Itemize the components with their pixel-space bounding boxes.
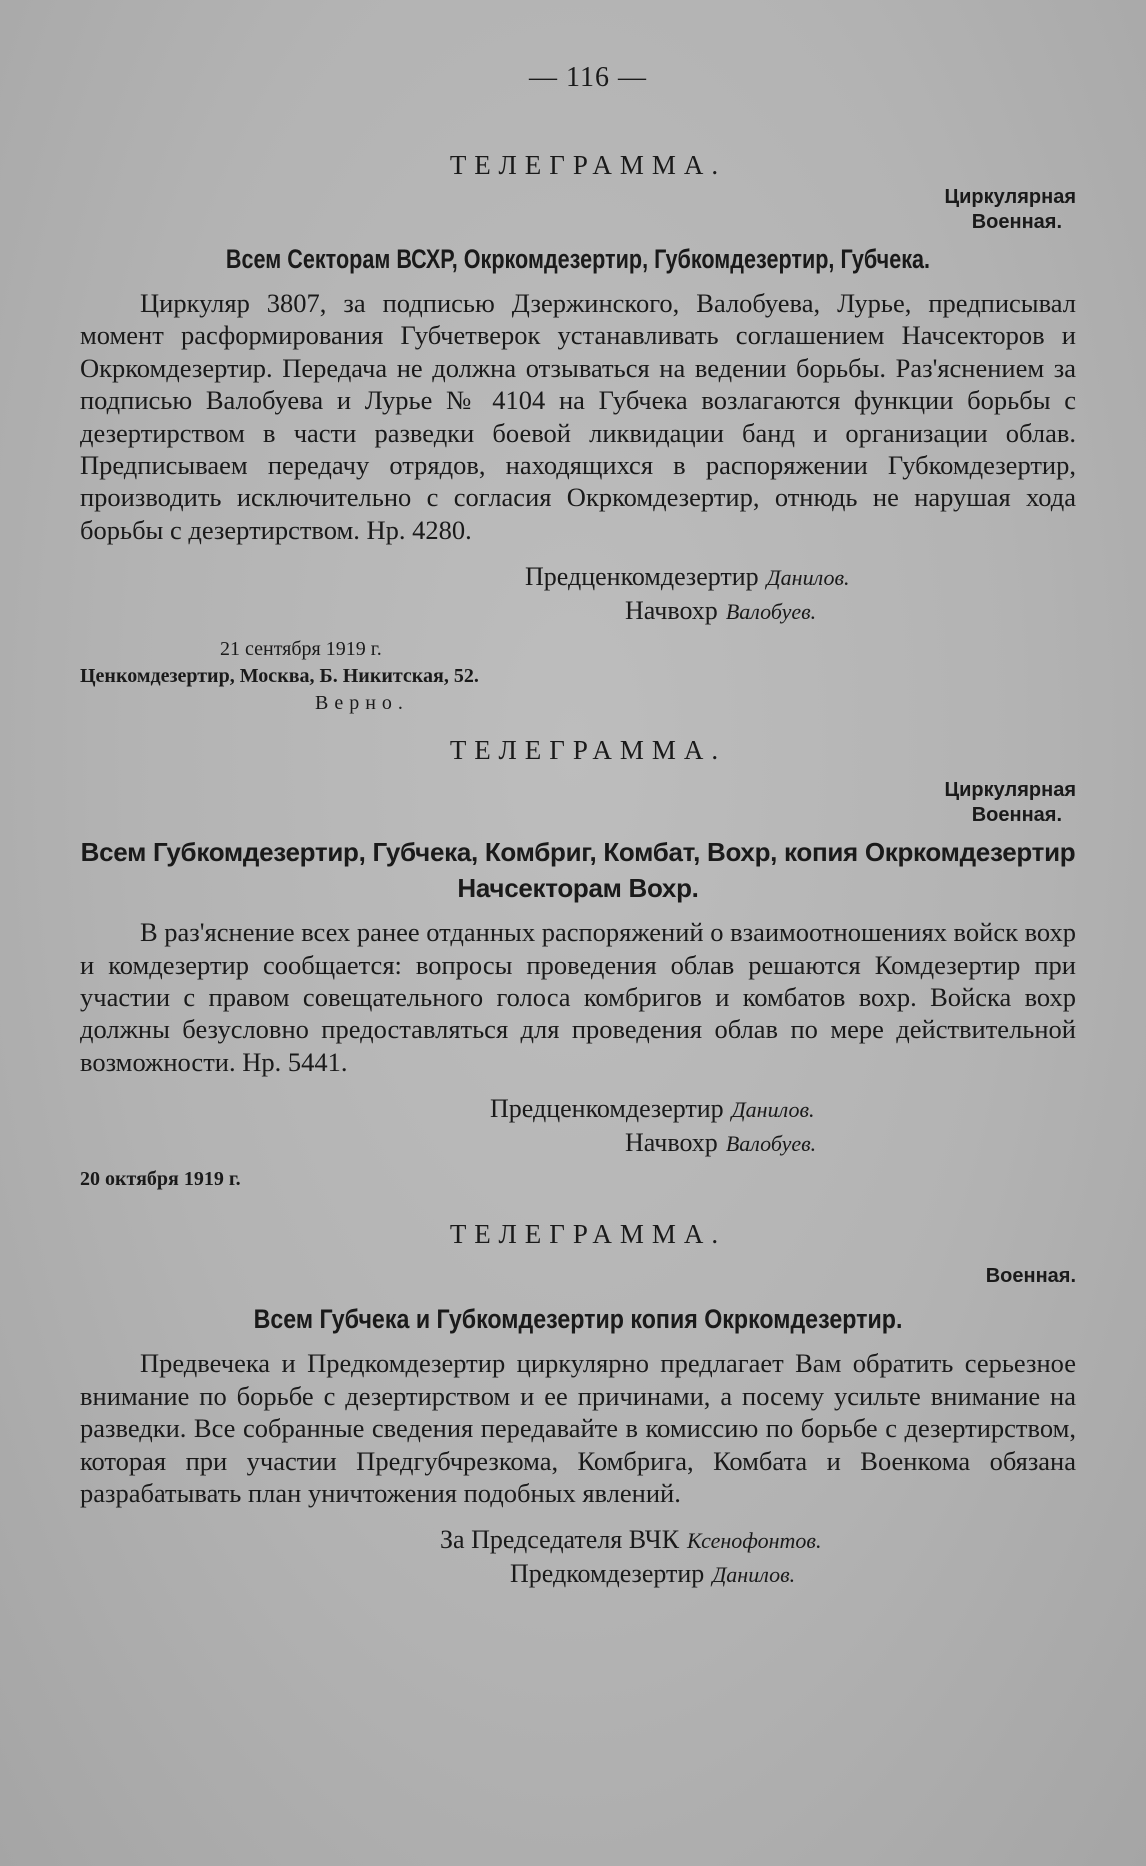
signatory-name: Данилов. [731, 1097, 815, 1123]
signatory-title: Предкомдезертир [510, 1559, 705, 1589]
signatory-title: Начвохр [625, 1128, 718, 1158]
telegram-place: Ценкомдезертир, Москва, Б. Никитская, 52. [80, 665, 479, 688]
signature-line [80, 1126, 1076, 1160]
addressee: Всем Губкомдезертир, Губчека, Комбриг, Комбат, Вохр, копия Окркомдезертир Начсекторам Вохр. [80, 837, 1076, 904]
signatures [80, 560, 1076, 628]
classification-line: Военная. [985, 1265, 1076, 1288]
telegram-body: В раз'яснение всех ранее отданных распоряжений о взаимоотношениях войск вохр и комдезертир сообщается: вопросы проведения облав решаются Комдезертир при участии с правом совещательного голоса комбригов и комбатов вохр. Войска вохр должны безусловно предоставляться для проведения облав по мере действительной возможности. Нр. 5441. [80, 917, 1077, 1077]
classification-line: Военная. [971, 211, 1062, 233]
classification [80, 778, 1076, 828]
page-number: — 116 — [529, 62, 647, 93]
certified-mark: Верно. [315, 692, 409, 715]
signatory-title: Начвохр [625, 596, 718, 626]
signature-line [80, 1092, 1076, 1126]
signatures [80, 1523, 1076, 1591]
telegram-3 [80, 1219, 1076, 1591]
telegram-heading: ТЕЛЕГРАММА. [449, 150, 727, 180]
telegram-heading: ТЕЛЕГРАММА. [449, 735, 727, 766]
telegram-meta [80, 1166, 1076, 1193]
signatory-name: Валобуев. [725, 1131, 817, 1157]
signatory-name: Данилов. [766, 565, 850, 591]
signature-line [80, 1557, 1076, 1591]
signatory-title: Предценкомдезертир [525, 562, 759, 592]
telegram-1 [80, 150, 1076, 717]
telegram-date: 20 октября 1919 г. [80, 1168, 241, 1191]
signature-line [80, 1523, 1076, 1557]
telegram-meta [80, 636, 1076, 717]
telegram-heading: ТЕЛЕГРАММА. [449, 1219, 727, 1250]
telegram-body: Предвечека и Предкомдезертир циркулярно предлагает Вам обратить серьезное внимание по борьбе с дезертирством и ее причинами, а посему усильте внимание на разведки. Все собранные сведения передавайте в комиссию по борьбе с дезертирством, которая при участии Предгубчрезкома, Комбрига, Комбата и Военкома обязана разрабатывать план уничтожения подобных явлений. [80, 1348, 1076, 1508]
addressee: Всем Губчека и Губкомдезертир копия Окркомдезертир. [253, 1304, 903, 1335]
signature-line [80, 594, 1076, 628]
addressee: Всем Секторам ВСХР, Окркомдезертир, Губкомдезертир, Губчека. [225, 244, 931, 274]
classification [80, 1264, 1076, 1289]
signatory-title: За Председателя ВЧК [440, 1525, 680, 1555]
classification-line: Военная. [971, 804, 1062, 827]
telegram-body: Циркуляр 3807, за подписью Дзержинского, Валобуева, Лурье, предписывал момент расформирования Губчетверок устанавливать соглашением Начсекторов и Окркомдезертир. Передача не должна отзываться на ведении борьбы. Раз'яснением за подписью Валобуева и Лурье № 4104 на Губчека возлагаются функции борьбы с дезертирством в части разведки боевой ликвидации банд и организации облав. Предписываем передачу отрядов, находящихся в распоряжении Губкомдезертир, производить исключительно с согласия Окркомдезертир, отнюдь не нарушая хода борьбы с дезертирством. Нр. 4280. [80, 288, 1076, 545]
signatory-name: Ксенофонтов. [687, 1528, 822, 1554]
telegram-2 [80, 735, 1076, 1193]
signature-line [80, 560, 1076, 594]
telegram-date: 21 сентября 1919 г. [220, 638, 382, 661]
signatory-name: Данилов. [712, 1562, 796, 1588]
classification-line: Циркулярная [944, 186, 1076, 208]
classification-line: Циркулярная [944, 779, 1076, 802]
signatures [80, 1092, 1076, 1160]
signatory-name: Валобуев. [725, 599, 817, 625]
signatory-title: Предценкомдезертир [490, 1094, 724, 1124]
classification [80, 185, 1076, 235]
